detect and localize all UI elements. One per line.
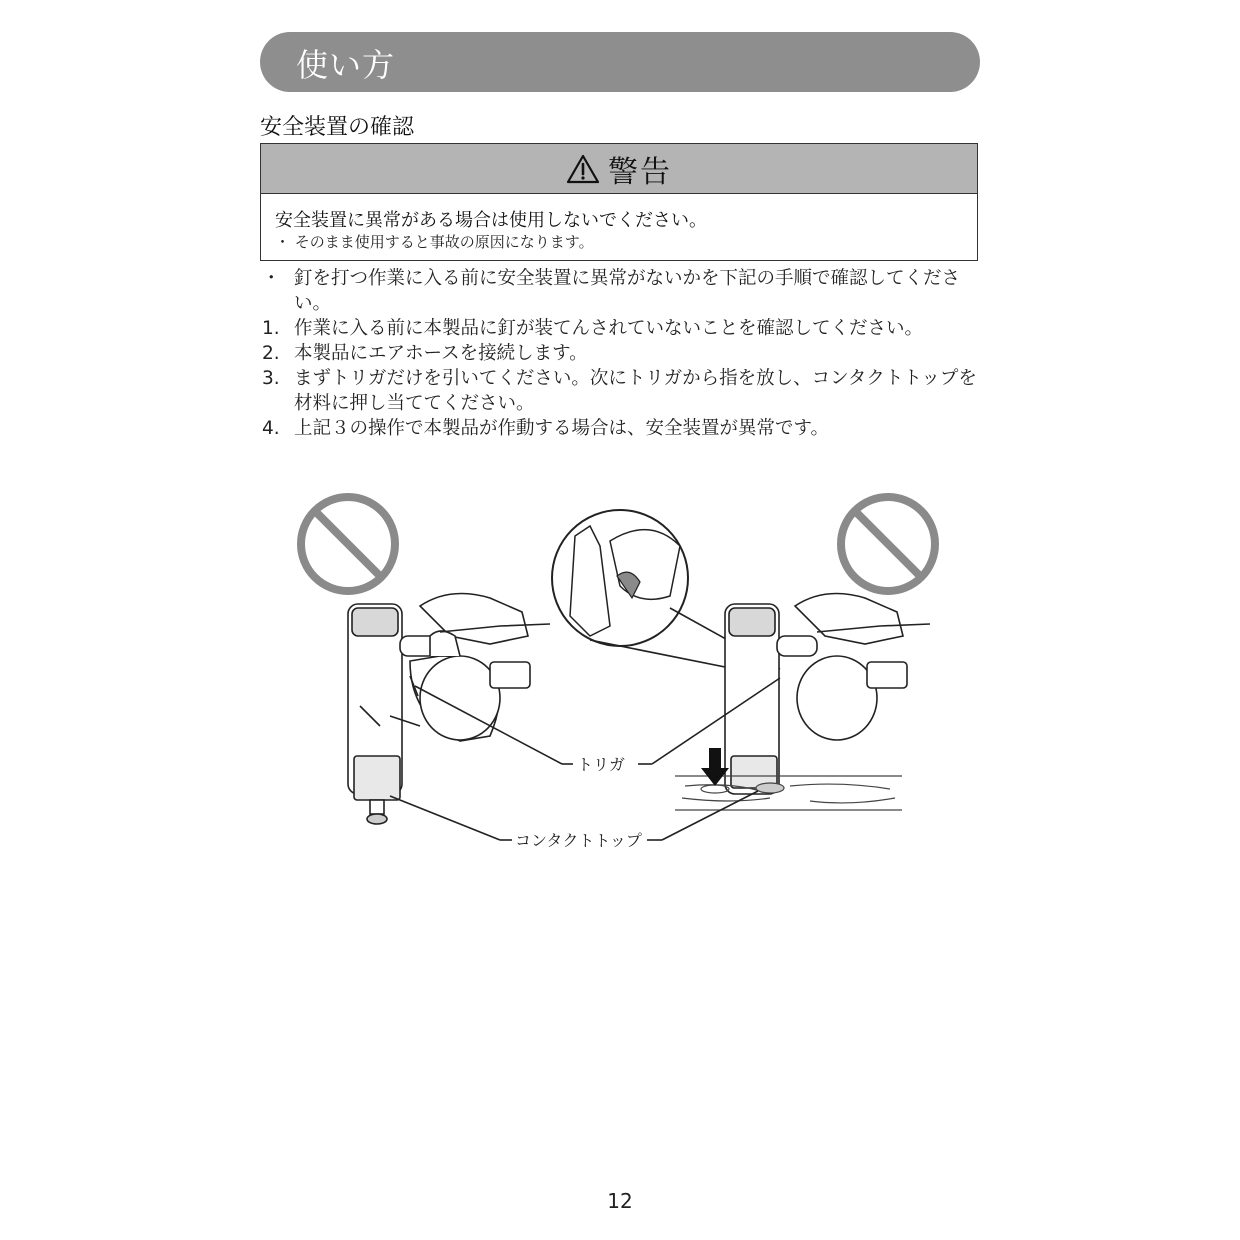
nailer-drawing-left [348,594,550,825]
warning-label: 警告 [608,154,672,190]
list-marker: 3. [262,368,280,389]
header-bar [260,32,980,92]
prohibition-icon [301,497,395,591]
list-item-text: 上記３の操作で本製品が作動する場合は、安全装置が異常です。 [294,418,830,439]
safety-check-illustration [290,486,950,866]
instruction-list [260,266,982,441]
list-marker: ・ [262,268,281,289]
warning-main-text: 安全装置に異常がある場合は使用しないでください。 [275,210,707,231]
prohibition-icon [841,497,935,591]
list-item [260,416,982,441]
list-item-text: 作業に入る前に本製品に釘が装てんされていないことを確認してください。 [294,318,924,339]
wood-board [675,776,902,810]
warning-header [261,144,977,194]
list-item-text: 釘を打つ作業に入る前に安全装置に異常がないかを下記の手順で確認してください。 [294,268,961,314]
page-header-title: 使い方 [296,46,396,84]
contact-top-label: コンタクトトップ [512,828,645,851]
trigger-label: トリガ [574,752,628,775]
list-item [260,366,982,416]
list-marker: 1. [262,318,280,339]
list-item-text: まずトリガだけを引いてください。次にトリガから指を放し、コンタクトトップを材料に押し当ててください。 [294,368,977,414]
warning-box [260,143,978,261]
list-marker: 2. [262,343,280,364]
warning-sub-text: ・ そのまま使用すると事故の原因になります。 [275,233,594,251]
list-item [260,341,982,366]
list-item-text: 本製品にエアホースを接続します。 [294,343,588,364]
list-item [260,316,982,341]
page-number: 12 [607,1189,633,1213]
list-item [260,266,982,316]
warning-triangle-icon [566,154,600,184]
section-title: 安全装置の確認 [260,115,415,140]
list-marker: 4. [262,418,280,439]
